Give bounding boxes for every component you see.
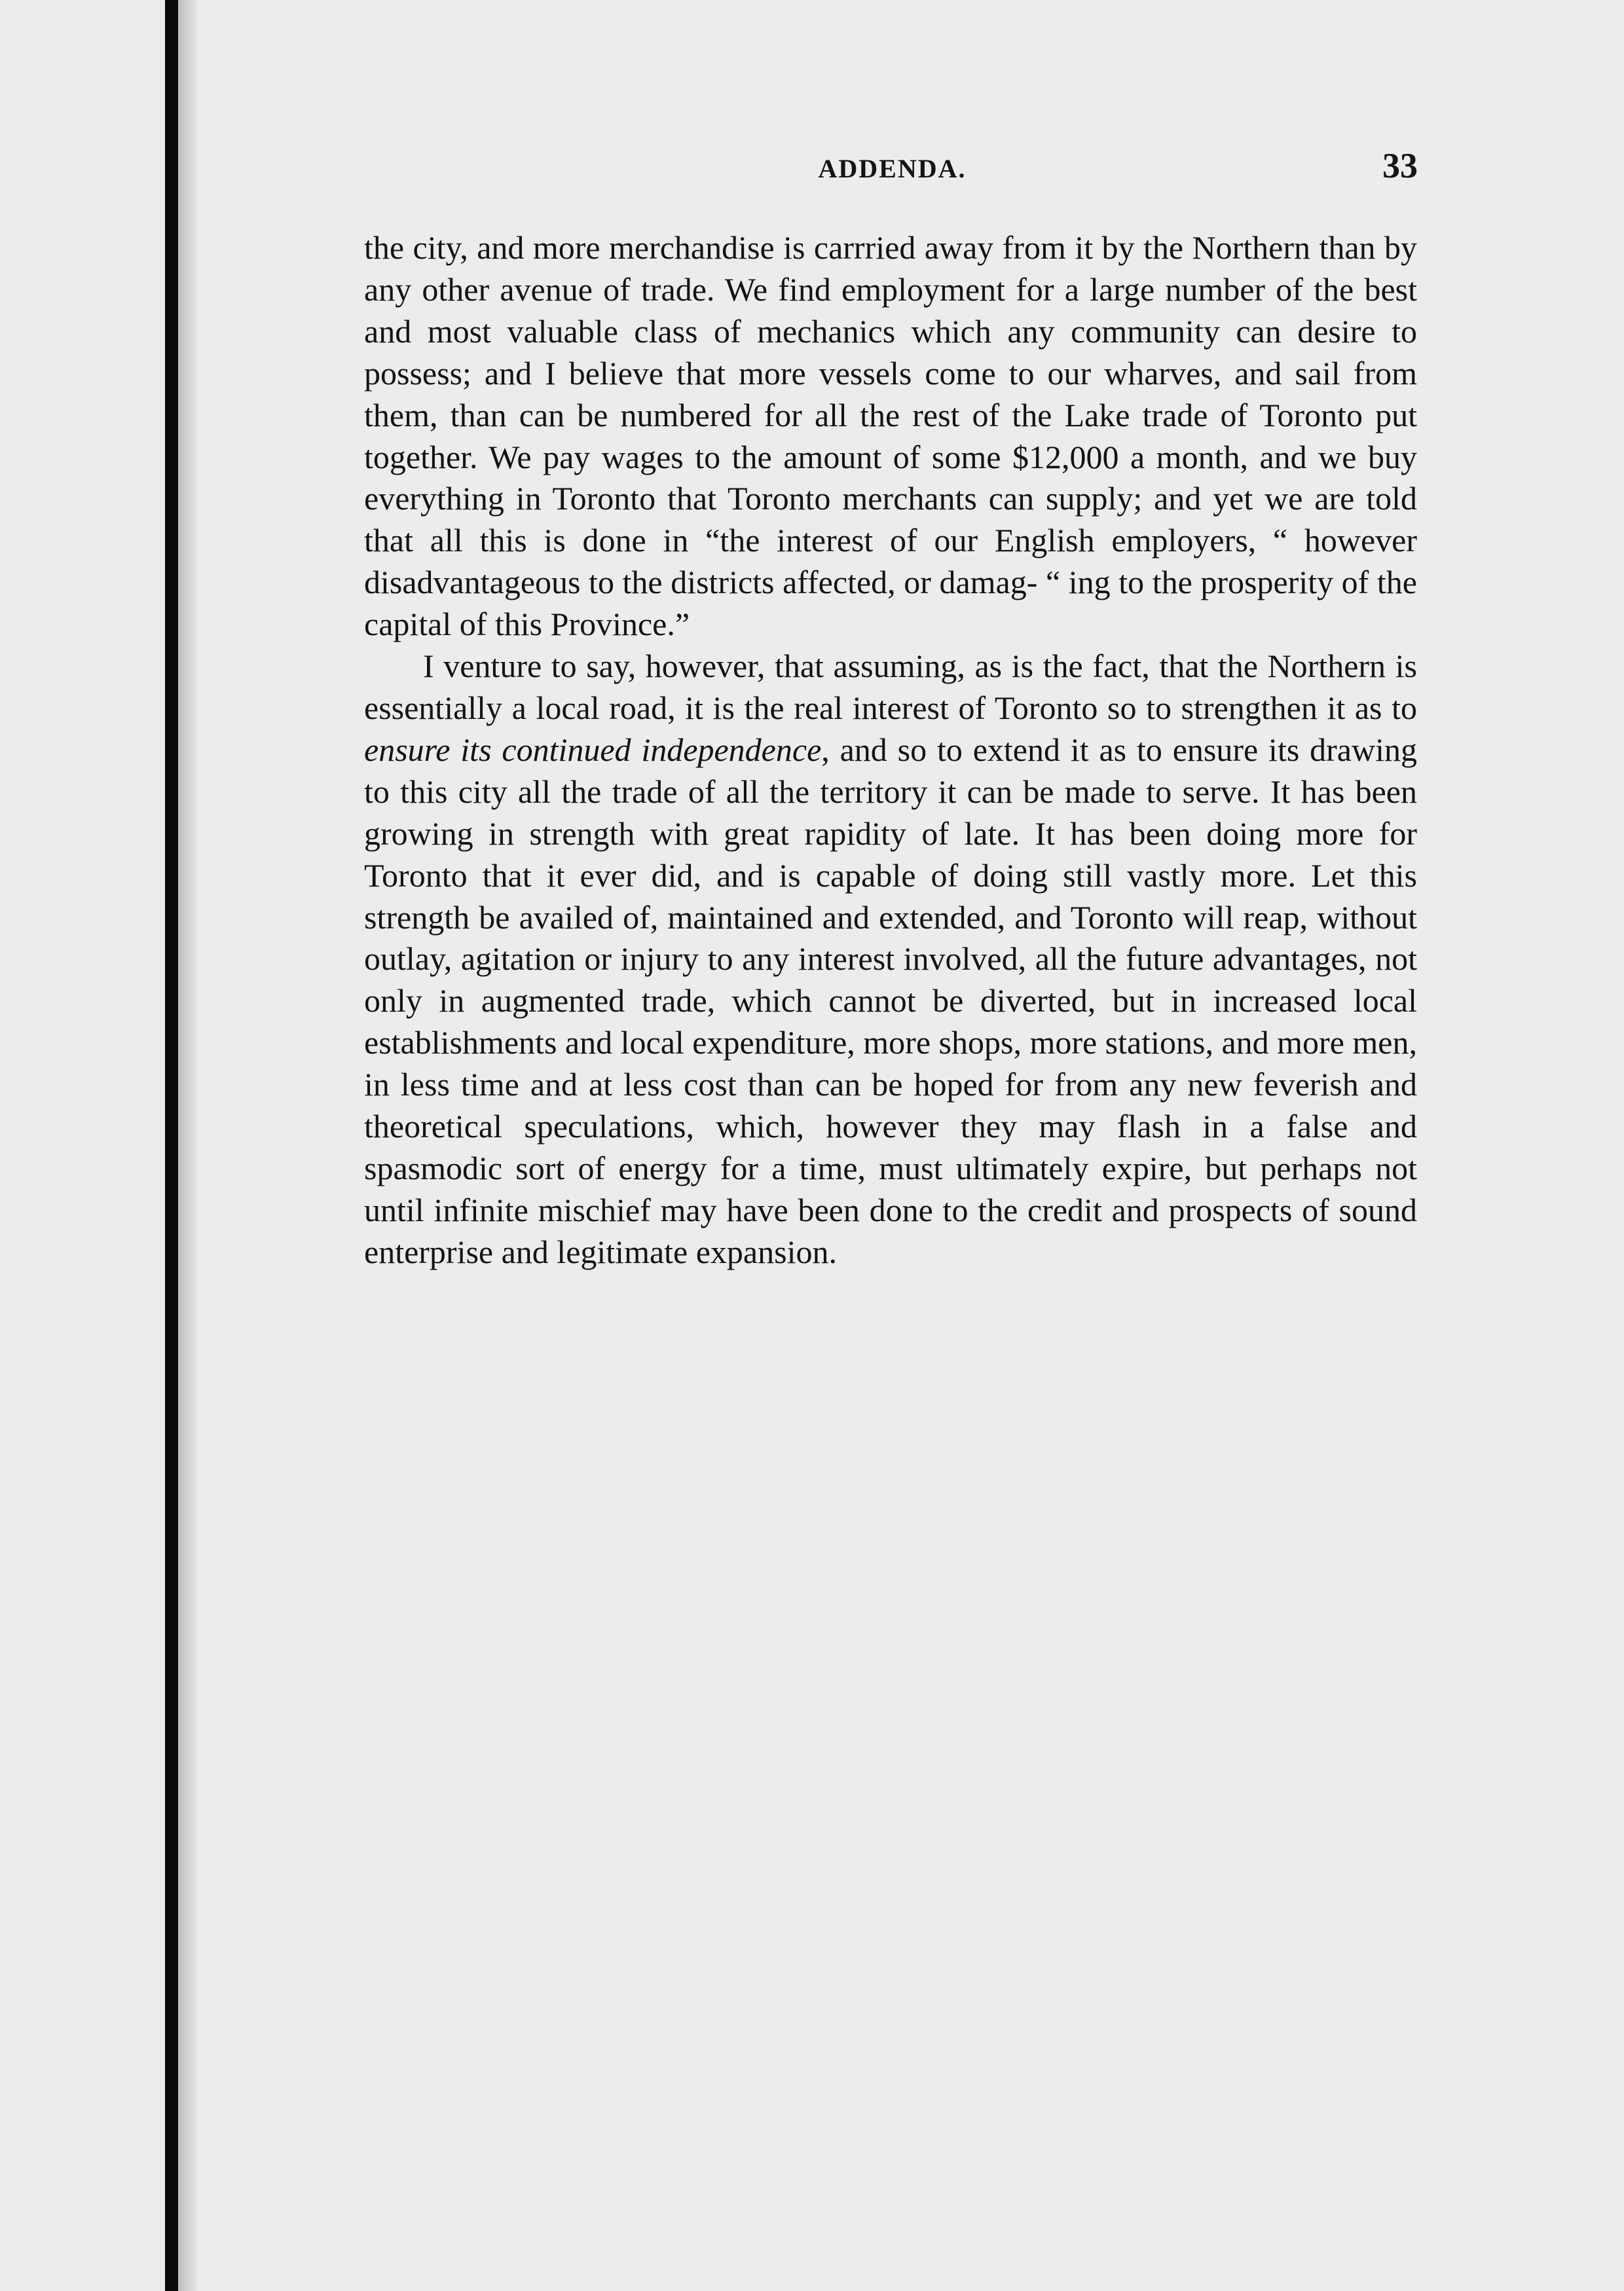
- body-text: [364, 227, 1417, 1274]
- paragraph-2-italic-phrase: ensure its continued independence: [364, 731, 822, 768]
- paragraph-1: [364, 227, 1417, 646]
- paragraph-1-text: the city, and more merchandise is carrried away from it by the Northern than by any other avenue of trade. We find employment for a large number of the best and most valuable class of mechanics which any community can desire to possess; and I believe that more vessels come to our wharves, and sail from them, than can be numbered for all the rest of the Lake trade of Toronto put together. We pay wages to the amount of some $12,000 a month, and we buy everything in Toronto that Toronto merchants can supply; and yet we are told that all this is done in “the interest of our English employers, “ however disadvantageous to the districts affected, or damag- “ ing to the prosperity of the capital of this Province.”: [364, 229, 1417, 643]
- paragraph-2: [364, 646, 1417, 1274]
- page-number: 33: [1382, 146, 1418, 185]
- running-head: ADDENDA.: [818, 154, 967, 183]
- left-page-margin: [0, 0, 165, 2291]
- paragraph-2-text-start: I venture to say, however, that assuming, as is the fact, that the Northern is essentially a local road, it is the real interest of Toronto so to strengthen it as to: [364, 648, 1417, 726]
- book-gutter: [165, 0, 178, 2291]
- paragraph-2-text-end: , and so to extend it as to ensure its drawing to this city all the trade of all the territory it can be made to serve. It has been growing in strength with great rapidity of late. It has been doing more for Toronto that it ever did, and is capable of doing still vastly more. Let this strength be availed of, maintained and extended, and Toronto will reap, without outlay, agitation or injury to any interest involved, all the future advantages, not only in augmented trade, which cannot be diverted, but in increased local establishments and local expenditure, more shops, more stations, and more men, in less time and at less cost than can be hoped for from any new feverish and theoretical speculations, which, however they may flash in a false and spasmodic sort of energy for a time, must ultimately expire, but perhaps not until infinite mischief may have been done to the credit and prospects of sound enterprise and legitimate expansion.: [364, 731, 1417, 1270]
- page-header: [367, 145, 1418, 191]
- gutter-shadow: [178, 0, 198, 2291]
